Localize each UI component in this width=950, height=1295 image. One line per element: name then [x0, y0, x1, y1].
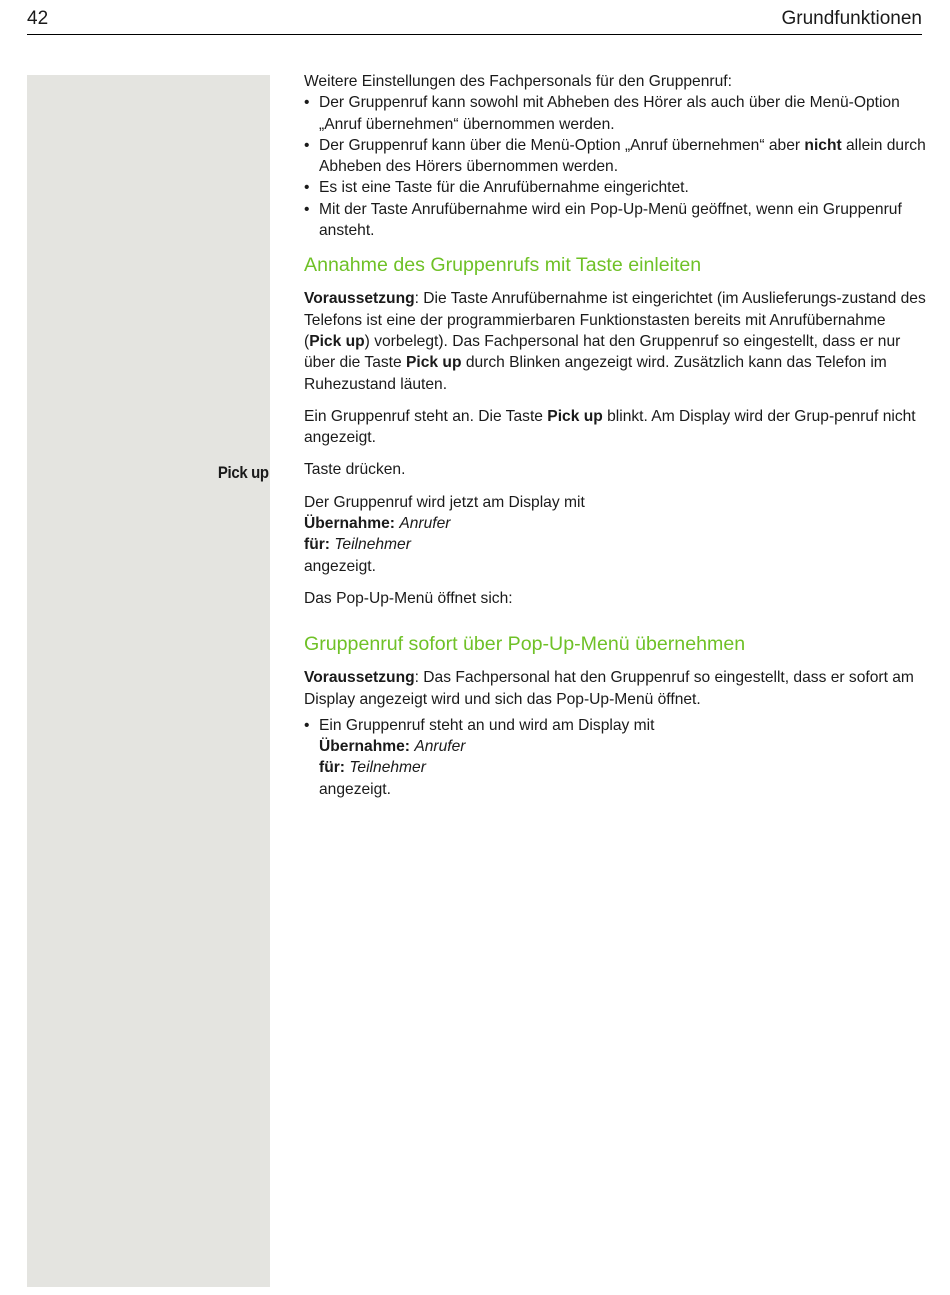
list-item — [304, 135, 926, 178]
intro-list — [304, 92, 926, 241]
text: Ein Gruppenruf steht an und wird am Display mit — [319, 716, 655, 734]
key-label-pick-up: Pick up — [218, 463, 269, 482]
status-paragraph — [304, 406, 926, 449]
list-item — [304, 715, 926, 800]
step-text: Taste drücken. — [304, 461, 406, 479]
popup-text: Das Pop-Up-Menü öffnet sich: — [304, 589, 513, 607]
display-value: Teilnehmer — [334, 536, 411, 554]
display-paragraph — [304, 492, 926, 577]
precondition-paragraph — [304, 288, 926, 394]
display-label: Übernahme: — [304, 515, 395, 533]
text: allein durch Abheben des Hörers übernommen werden. — [319, 136, 926, 176]
section2-list — [304, 715, 926, 800]
display-value: Anrufer — [399, 515, 451, 533]
section-heading: Gruppenruf sofort über Pop-Up-Menü übernehmen — [304, 633, 746, 656]
text: : Die Taste Anrufübernahme ist eingerichtet (im Auslieferungs-zustand des Telefons ist eine der programmierbaren Funktionstasten bereits mit Anrufübernahme ( — [304, 290, 926, 350]
intro-lead: Weitere Einstellungen des Fachpersonals für den Gruppenruf: — [304, 73, 732, 90]
chapter-title: Grundfunktionen — [781, 8, 922, 29]
sidebar-column — [27, 75, 270, 1287]
page-number: 42 — [27, 8, 49, 29]
precondition-paragraph — [304, 667, 926, 710]
text: Der Gruppenruf kann über die Menü-Option „Anruf übernehmen“ aber — [319, 136, 805, 154]
display-value: Teilnehmer — [349, 759, 426, 777]
text: : Das Fachpersonal hat den Gruppenruf so eingestellt, dass er sofort am Display angezeigt wird und sich das Pop-Up-Menü öffnet. — [304, 669, 914, 708]
key-name: Pick up — [309, 332, 365, 350]
section-heading: Annahme des Gruppenrufs mit Taste einleiten — [304, 254, 702, 277]
key-name: Pick up — [547, 407, 603, 425]
text: angezeigt. — [304, 557, 376, 575]
list-item: • Der Gruppenruf kann sowohl mit Abheben des Hörer als auch über die Menü-Option „Anruf übernehmen“ übernommen werden. — [304, 92, 926, 135]
text: blinkt. Am Display wird der Grup-penruf nicht angezeigt. — [304, 407, 916, 447]
display-label: Übernahme: — [319, 738, 410, 756]
text: Ein Gruppenruf steht an. Die Taste — [304, 407, 548, 425]
text: angezeigt. — [319, 780, 391, 798]
display-label: für: — [319, 759, 345, 777]
list-item: • Mit der Taste Anrufübernahme wird ein Pop-Up-Menü geöffnet, wenn ein Gruppenruf ansteht. — [304, 199, 926, 242]
list-item: • Es ist eine Taste für die Anrufübernahme eingerichtet. — [304, 177, 926, 198]
page-header — [27, 6, 922, 35]
text: durch Blinken angezeigt wird. Zusätzlich kann das Telefon im Ruhezustand läuten. — [304, 354, 887, 393]
key-name: Pick up — [406, 354, 462, 372]
emphasis: nicht — [804, 136, 842, 154]
main-content — [304, 71, 926, 800]
text: Der Gruppenruf wird jetzt am Display mit — [304, 493, 585, 511]
display-label: für: — [304, 536, 330, 554]
precondition-label: Voraussetzung — [304, 290, 415, 308]
text: ) vorbelegt). Das Fachpersonal hat den Gruppenruf so eingestellt, dass er nur über die Taste — [304, 332, 901, 372]
precondition-label: Voraussetzung — [304, 669, 415, 687]
display-value: Anrufer — [414, 738, 466, 756]
